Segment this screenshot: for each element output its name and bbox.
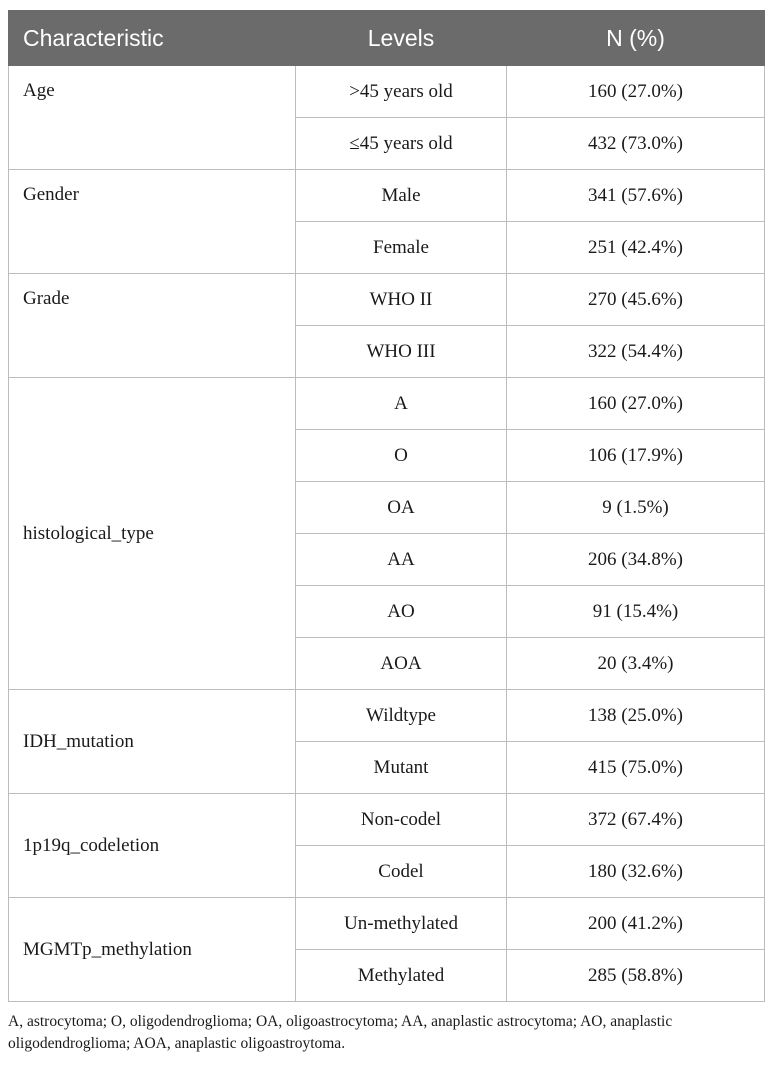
- characteristic-cell: Age: [9, 66, 296, 170]
- count-percent-cell: 180 (32.6%): [507, 846, 765, 898]
- table-container: [8, 10, 764, 1002]
- table-row: [9, 690, 765, 742]
- level-cell: AO: [296, 586, 507, 638]
- characteristic-cell: Gender: [9, 170, 296, 274]
- table-footnote: A, astrocytoma; O, oligodendroglioma; OA, oligoastrocytoma; AA, anaplastic astrocytoma; AO, anaplastic oligodendroglioma; AOA, anaplastic oligoastroytoma.: [8, 1013, 673, 1052]
- count-percent-cell: 160 (27.0%): [507, 378, 765, 430]
- count-percent-cell: 415 (75.0%): [507, 742, 765, 794]
- count-percent-cell: 20 (3.4%): [507, 638, 765, 690]
- count-percent-cell: 432 (73.0%): [507, 118, 765, 170]
- header-characteristic: Characteristic: [9, 11, 296, 66]
- table-row: [9, 378, 765, 430]
- count-percent-cell: 372 (67.4%): [507, 794, 765, 846]
- count-percent-cell: 270 (45.6%): [507, 274, 765, 326]
- level-cell: Methylated: [296, 950, 507, 1002]
- characteristics-table: [8, 10, 765, 1002]
- level-cell: AA: [296, 534, 507, 586]
- count-percent-cell: 285 (58.8%): [507, 950, 765, 1002]
- count-percent-cell: 322 (54.4%): [507, 326, 765, 378]
- header-row: [9, 11, 765, 66]
- level-cell: Wildtype: [296, 690, 507, 742]
- header-n-percent: N (%): [507, 11, 765, 66]
- level-cell: Mutant: [296, 742, 507, 794]
- characteristic-cell: IDH_mutation: [9, 690, 296, 794]
- characteristic-cell: Grade: [9, 274, 296, 378]
- level-cell: A: [296, 378, 507, 430]
- level-cell: WHO II: [296, 274, 507, 326]
- table-body: [9, 66, 765, 1002]
- characteristic-cell: MGMTp_methylation: [9, 898, 296, 1002]
- level-cell: ≤45 years old: [296, 118, 507, 170]
- table-row: [9, 66, 765, 118]
- count-percent-cell: 200 (41.2%): [507, 898, 765, 950]
- level-cell: Un-methylated: [296, 898, 507, 950]
- table-row: [9, 274, 765, 326]
- level-cell: O: [296, 430, 507, 482]
- table-row: [9, 898, 765, 950]
- count-percent-cell: 206 (34.8%): [507, 534, 765, 586]
- count-percent-cell: 106 (17.9%): [507, 430, 765, 482]
- level-cell: WHO III: [296, 326, 507, 378]
- level-cell: >45 years old: [296, 66, 507, 118]
- level-cell: Codel: [296, 846, 507, 898]
- characteristic-cell: 1p19q_codeletion: [9, 794, 296, 898]
- header-levels: Levels: [296, 11, 507, 66]
- table-row: [9, 170, 765, 222]
- count-percent-cell: 91 (15.4%): [507, 586, 765, 638]
- characteristic-cell: histological_type: [9, 378, 296, 690]
- count-percent-cell: 9 (1.5%): [507, 482, 765, 534]
- level-cell: Female: [296, 222, 507, 274]
- level-cell: Non-codel: [296, 794, 507, 846]
- count-percent-cell: 251 (42.4%): [507, 222, 765, 274]
- count-percent-cell: 341 (57.6%): [507, 170, 765, 222]
- level-cell: OA: [296, 482, 507, 534]
- level-cell: AOA: [296, 638, 507, 690]
- table-header: [9, 11, 765, 66]
- level-cell: Male: [296, 170, 507, 222]
- table-row: [9, 794, 765, 846]
- count-percent-cell: 160 (27.0%): [507, 66, 765, 118]
- count-percent-cell: 138 (25.0%): [507, 690, 765, 742]
